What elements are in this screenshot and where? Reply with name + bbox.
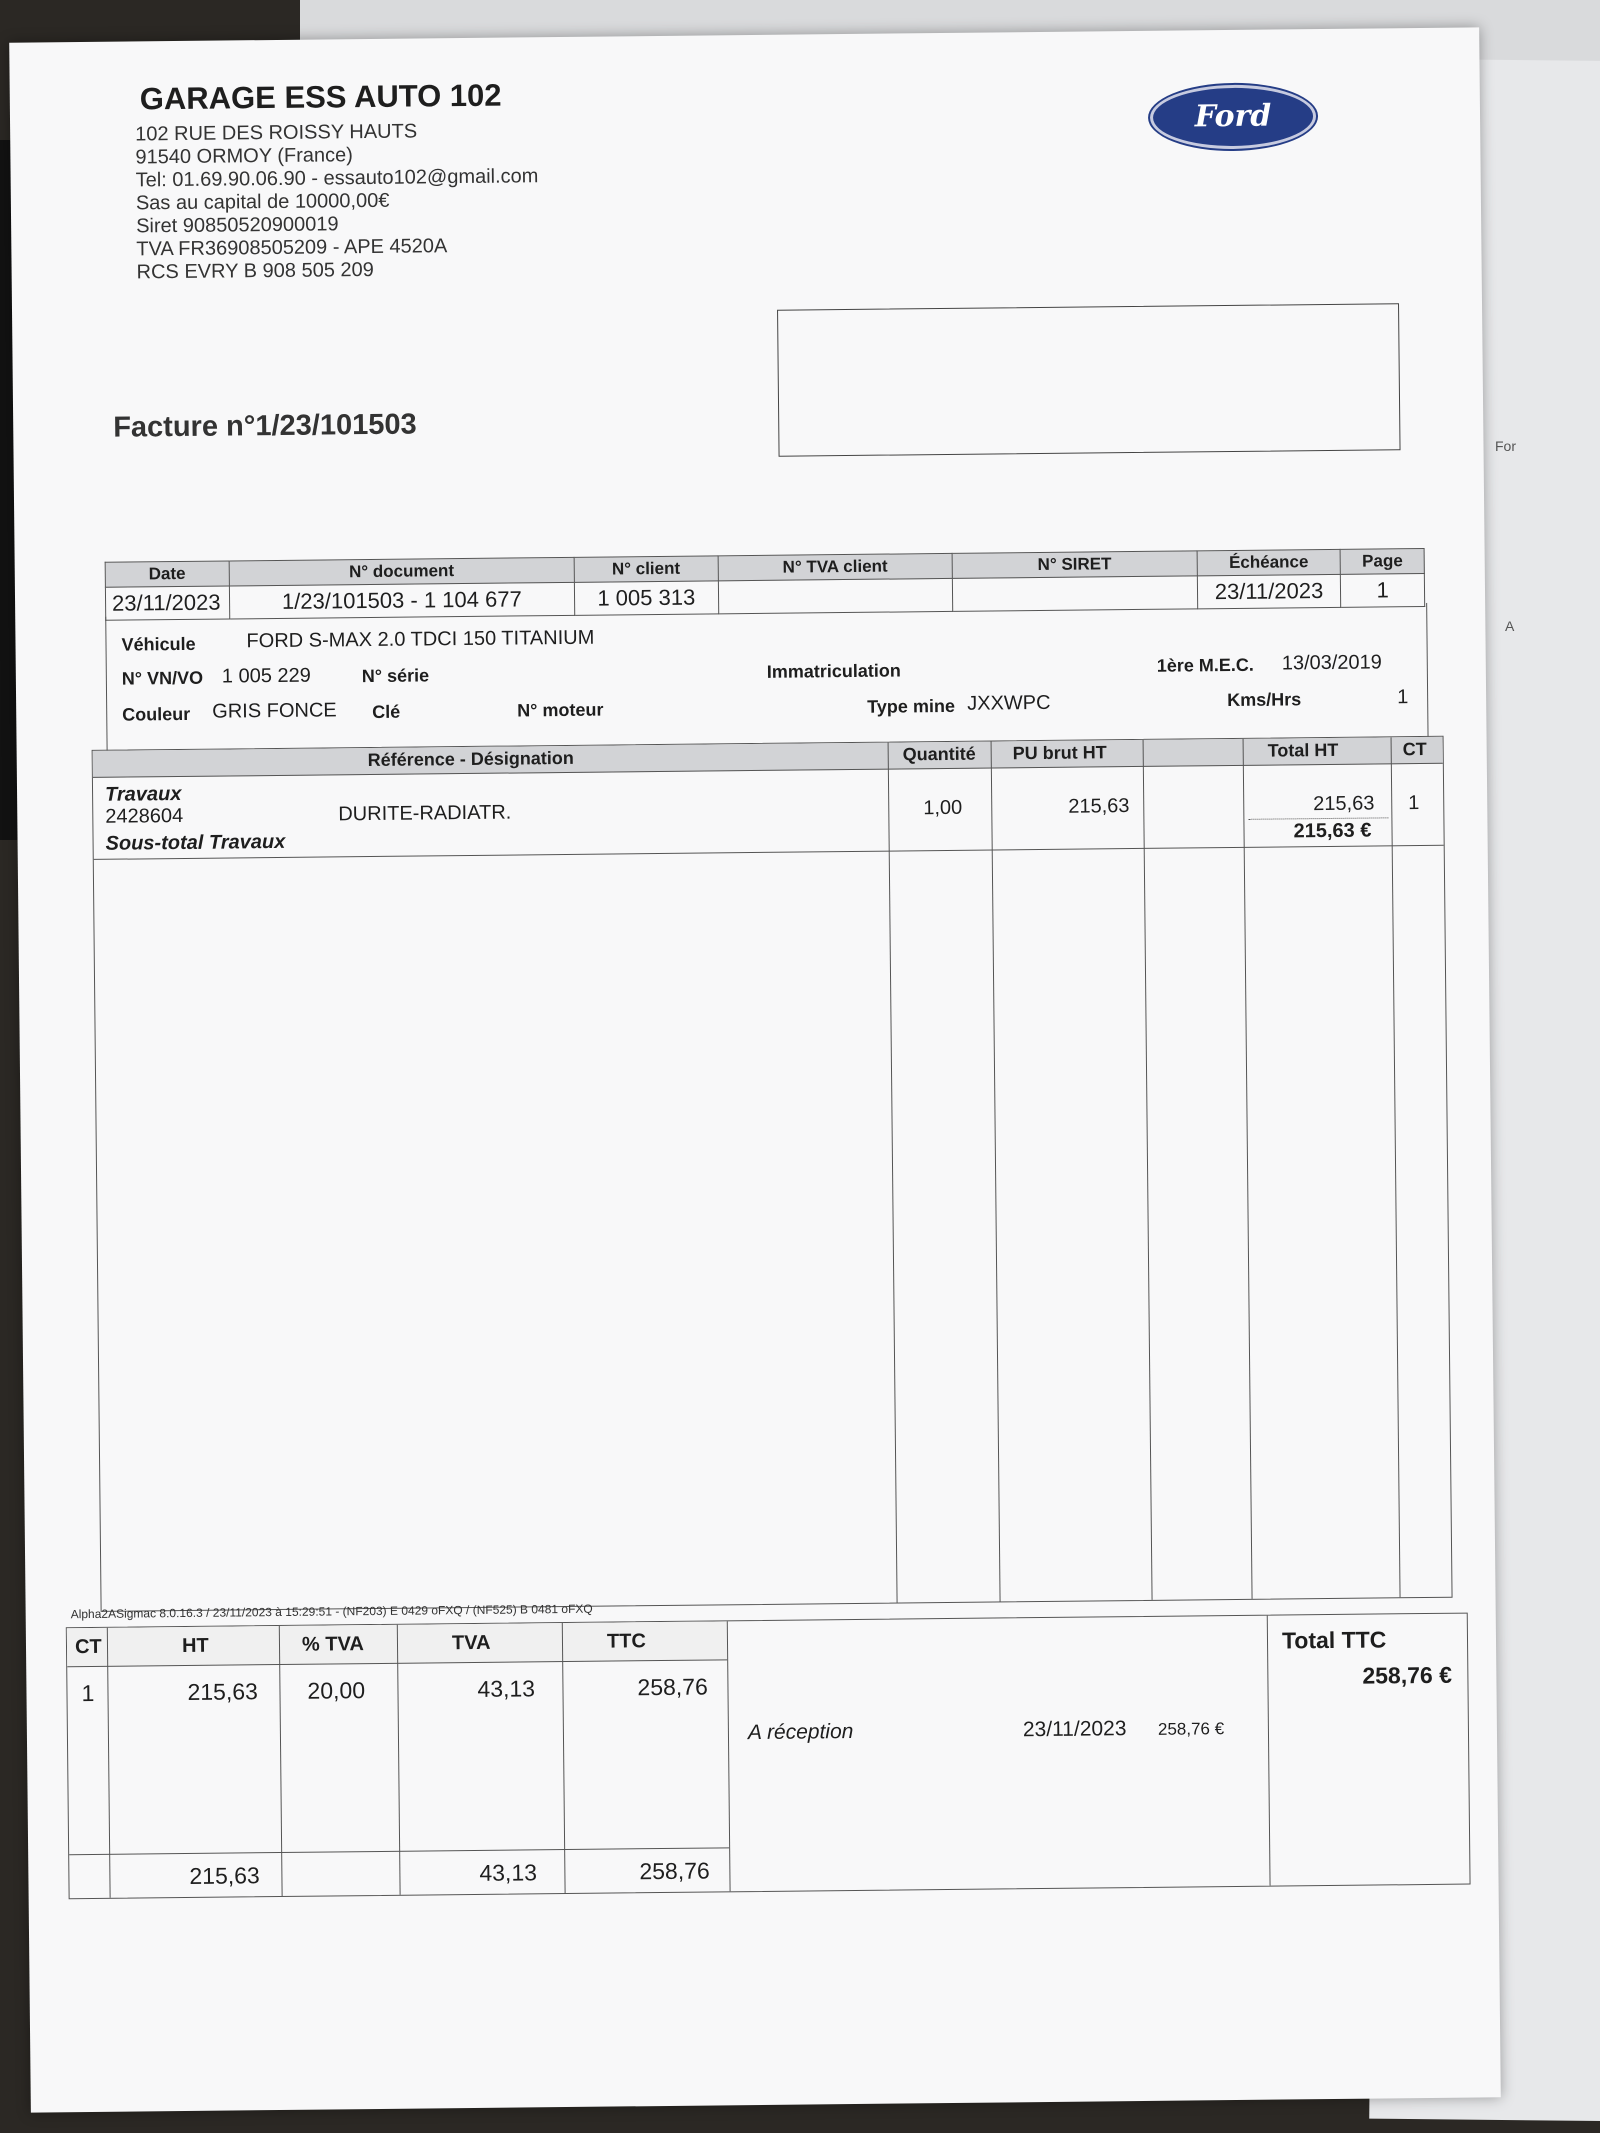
tax-rate-header: % TVA <box>301 1633 364 1656</box>
vnvo-label: N° VN/VO <box>121 667 204 689</box>
section-title: Travaux <box>104 782 182 806</box>
tax-divider <box>107 1628 111 1898</box>
tax-divider <box>727 1621 731 1891</box>
vehicle-info-box <box>105 603 1428 753</box>
invoice-lines-table <box>92 736 1453 1612</box>
line-reference: 2428604 <box>105 804 184 828</box>
vehicle-label: Véhicule <box>121 633 196 655</box>
total-ttc-sum: 258,76 <box>639 1857 710 1885</box>
moteur-label: N° moteur <box>517 699 604 721</box>
column-divider <box>1143 740 1153 1600</box>
column-divider <box>1243 739 1253 1599</box>
ford-logo: Ford <box>1150 84 1317 150</box>
company-tva: TVA FR36908505209 - APE 4520A <box>136 235 448 261</box>
header-client-label: N° client <box>574 556 718 583</box>
subtotal-label: Sous-total Travaux <box>105 830 286 855</box>
line-unit-price: 215,63 <box>1068 795 1130 818</box>
company-siret: Siret 90850520900019 <box>136 213 339 238</box>
header-date-label: Date <box>105 561 229 587</box>
vehicle-model: FORD S-MAX 2.0 TDCI 150 TITANIUM <box>246 626 595 653</box>
kms-value: 1 <box>1397 686 1409 709</box>
serie-label: N° série <box>361 665 430 687</box>
kms-label: Kms/Hrs <box>1227 689 1302 711</box>
side-text: A <box>1505 618 1515 634</box>
payment-amount: 258,76 € <box>1157 1719 1225 1739</box>
mec-label: 1ère M.E.C. <box>1156 654 1254 676</box>
tax-summary-box <box>66 1613 1471 1900</box>
couleur-label: Couleur <box>122 703 191 725</box>
tax-divider <box>397 1625 401 1895</box>
company-address-line: 91540 ORMOY (France) <box>135 144 354 169</box>
invoice-page <box>9 27 1501 2112</box>
couleur-value: GRIS FONCE <box>212 699 337 723</box>
document-number: 1/23/101503 - 1 104 677 <box>229 582 574 619</box>
payment-date: 23/11/2023 <box>1022 1717 1127 1742</box>
tax-rate-value: 20,00 <box>307 1677 366 1704</box>
company-name: GARAGE ESS AUTO 102 <box>139 77 502 117</box>
due-date: 23/11/2023 <box>1197 574 1341 609</box>
company-contact: Tel: 01.69.90.06.90 - essauto102@gmail.com <box>135 165 539 192</box>
line-total: 215,63 <box>1313 792 1375 816</box>
typemine-value: JXXWPC <box>967 691 1051 715</box>
client-number: 1 005 313 <box>574 581 718 616</box>
tax-ttc-header: TTC <box>606 1630 646 1653</box>
header-echeance-label: Échéance <box>1197 549 1341 576</box>
tax-ct-header: CT <box>74 1635 102 1659</box>
total-ttc-label: Total TTC <box>1281 1626 1387 1654</box>
header-tva-client-label: N° TVA client <box>718 553 953 580</box>
header-page-label: Page <box>1341 548 1425 574</box>
immatriculation-label: Immatriculation <box>766 660 901 682</box>
quantity-header: Quantité <box>902 743 976 765</box>
ct-header: CT <box>1402 738 1427 760</box>
line-designation: DURITE-RADIATR. <box>338 801 512 826</box>
line-ct: 1 <box>1408 792 1420 815</box>
total-ht-header: Total HT <box>1267 739 1339 761</box>
tax-tva-header: TVA <box>451 1631 491 1655</box>
typemine-label: Type mine <box>867 695 956 717</box>
column-divider <box>888 743 898 1603</box>
tax-ct-value: 1 <box>81 1679 95 1707</box>
software-note: Alpha2ASigmac 8.0.16.3 / 23/11/2023 à 15:29:51 - (NF203) E 0429 oFXQ / (NF525) B 0481 oFXQ <box>70 1601 593 1622</box>
tax-divider <box>279 1626 283 1896</box>
column-divider <box>1391 737 1401 1597</box>
tax-ht-header: HT <box>181 1634 209 1658</box>
invoice-date: 23/11/2023 <box>105 586 229 620</box>
tax-tva-value: 43,13 <box>477 1675 536 1702</box>
page-number: 1 <box>1341 573 1425 607</box>
subtotal-divider <box>94 845 1444 860</box>
tax-divider <box>1267 1616 1271 1886</box>
company-rcs: RCS EVRY B 908 505 209 <box>136 258 374 284</box>
header-siret-label: N° SIRET <box>952 551 1197 579</box>
invoice-title: Facture n°1/23/101503 <box>113 408 417 444</box>
header-document-label: N° document <box>229 557 574 586</box>
designation-header: Référence - Désignation <box>367 747 574 771</box>
tax-ttc-value: 258,76 <box>637 1673 708 1701</box>
payment-mode: A réception <box>747 1720 854 1745</box>
tax-divider <box>562 1623 566 1893</box>
total-tva-sum: 43,13 <box>479 1859 538 1886</box>
line-quantity: 1,00 <box>923 796 963 820</box>
total-ttc-value: 258,76 € <box>1362 1661 1453 1689</box>
tax-ht-value: 215,63 <box>187 1678 258 1705</box>
subtotal-value: 215,63 € <box>1293 819 1372 843</box>
recipient-address-box <box>777 303 1401 457</box>
mec-value: 13/03/2019 <box>1281 651 1382 675</box>
unit-price-header: PU brut HT <box>1012 742 1107 764</box>
vnvo-value: 1 005 229 <box>221 664 311 688</box>
company-address-line: 102 RUE DES ROISSY HAUTS <box>135 120 418 146</box>
total-ht-sum: 215,63 <box>189 1862 260 1889</box>
cle-label: Clé <box>372 701 401 722</box>
column-divider <box>991 742 1001 1602</box>
side-text: For <box>1495 438 1516 454</box>
company-capital: Sas au capital de 10000,00€ <box>135 189 390 215</box>
